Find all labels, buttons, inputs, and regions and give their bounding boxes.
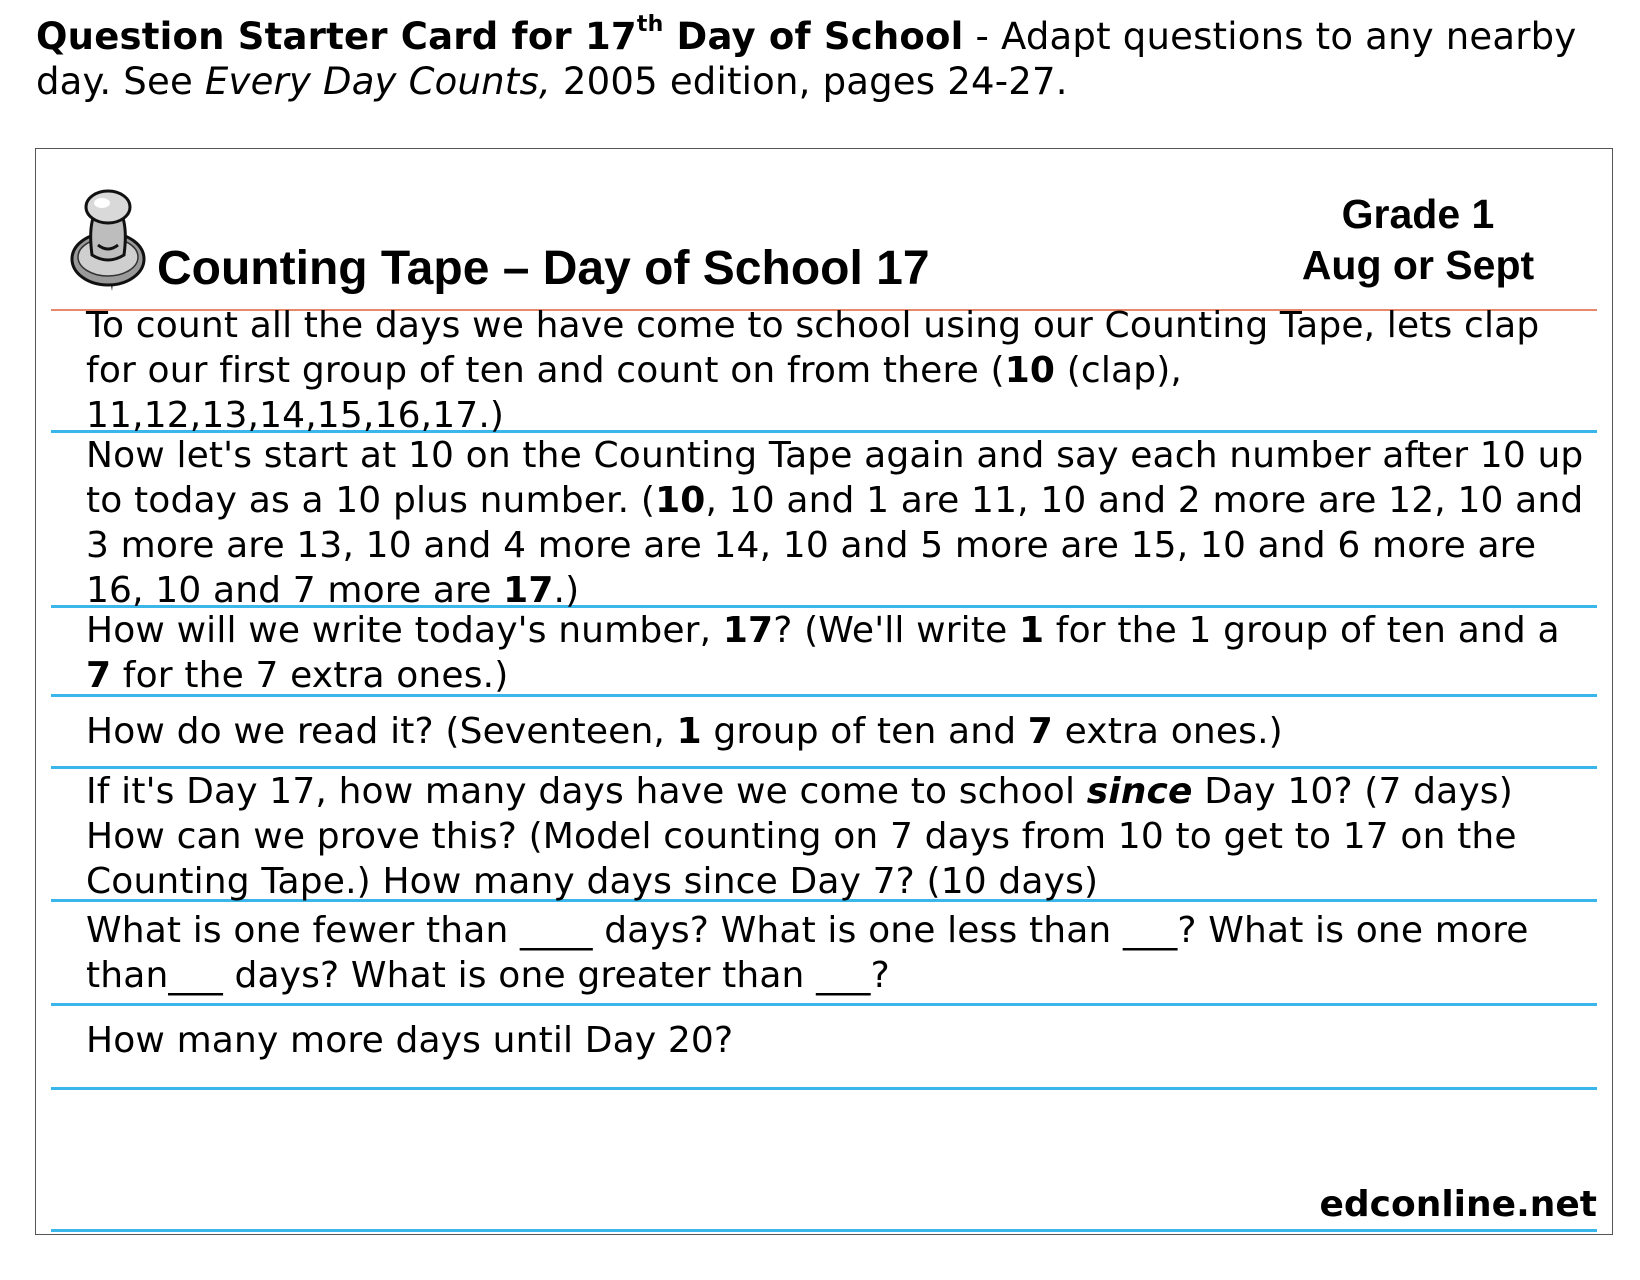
question-row: [51, 433, 1597, 611]
emphasis-number: 10: [655, 480, 706, 521]
question-text: Now let's start at 10 on the Counting Tape again and say each number after 10 up to today as a 10 plus number. (: [86, 435, 1584, 521]
question-row: [51, 303, 1597, 436]
question-text: .): [553, 570, 580, 611]
question-text: for the 1 group of ten and a: [1044, 610, 1560, 651]
intro-bold-heading: Question Starter Card for 17th Day of School: [36, 12, 964, 58]
question-text: group of ten and: [701, 711, 1028, 752]
question-card: [35, 148, 1613, 1235]
question-text: What is one fewer than ____ days? What is one less than ___? What is one more than___ days? What is one greater than ___?: [86, 910, 1529, 996]
emphasis-number: 17: [503, 570, 554, 611]
question-text: To count all the days we have come to school using our Counting Tape, lets clap for our first group of ten and count on from there (: [86, 305, 1540, 391]
question-text: extra ones.): [1053, 711, 1283, 752]
grade-month: Aug or Sept: [1301, 242, 1535, 288]
emphasis-number: 7: [86, 655, 112, 696]
footer-url: edconline.net: [51, 1184, 1597, 1232]
question-text: How will we write today's number,: [86, 610, 723, 651]
question-text: ? (We'll write: [773, 610, 1019, 651]
intro-text-2: 2005 edition, pages 24-27.: [550, 60, 1068, 103]
question-row: [51, 769, 1597, 902]
question-text: How many more days until Day 20?: [86, 1020, 734, 1061]
pushpin-icon: [66, 185, 150, 293]
grade-label: [1268, 189, 1568, 291]
question-row: [51, 1006, 1597, 1090]
emphasis-number: 17: [722, 610, 774, 651]
question-text: , 10 and 1 are 11, 10 and 2 more are 12, 10 and 3 more are 13, 10 and 4 more are 14, 10 and 5 more are 15, 10 and 6 more are 16, 10 and 7 more are: [86, 480, 1584, 611]
intro-text-1: - Adapt questions to any nearby day. See: [36, 15, 1577, 103]
question-text: If it's Day 17, how many days have we come to school: [86, 771, 1087, 812]
intro-book-title: Every Day Counts,: [204, 60, 551, 103]
emphasis-number: 1: [1019, 610, 1045, 651]
question-text: (clap), 11,12,13,14,15,16,17.): [86, 350, 1182, 436]
emphasis-number: since: [1086, 771, 1193, 812]
question-row: [51, 608, 1597, 697]
emphasis-number: 7: [1027, 711, 1053, 752]
card-title: Counting Tape – Day of School 17: [157, 242, 930, 295]
question-text: Day 10? (7 days) How can we prove this? (Model counting on 7 days from 10 to get to 17 on the Counting Tape.) How many days since Day 7? (10 days): [86, 771, 1517, 902]
emphasis-number: 1: [676, 711, 702, 752]
question-row: [51, 697, 1597, 769]
question-text: How do we read it? (Seventeen,: [86, 711, 677, 752]
grade-level: Grade 1: [1341, 191, 1495, 237]
emphasis-number: 10: [1004, 350, 1056, 391]
intro-paragraph: [36, 14, 1596, 104]
question-row: [51, 902, 1597, 1006]
question-text: for the 7 extra ones.): [111, 655, 509, 696]
